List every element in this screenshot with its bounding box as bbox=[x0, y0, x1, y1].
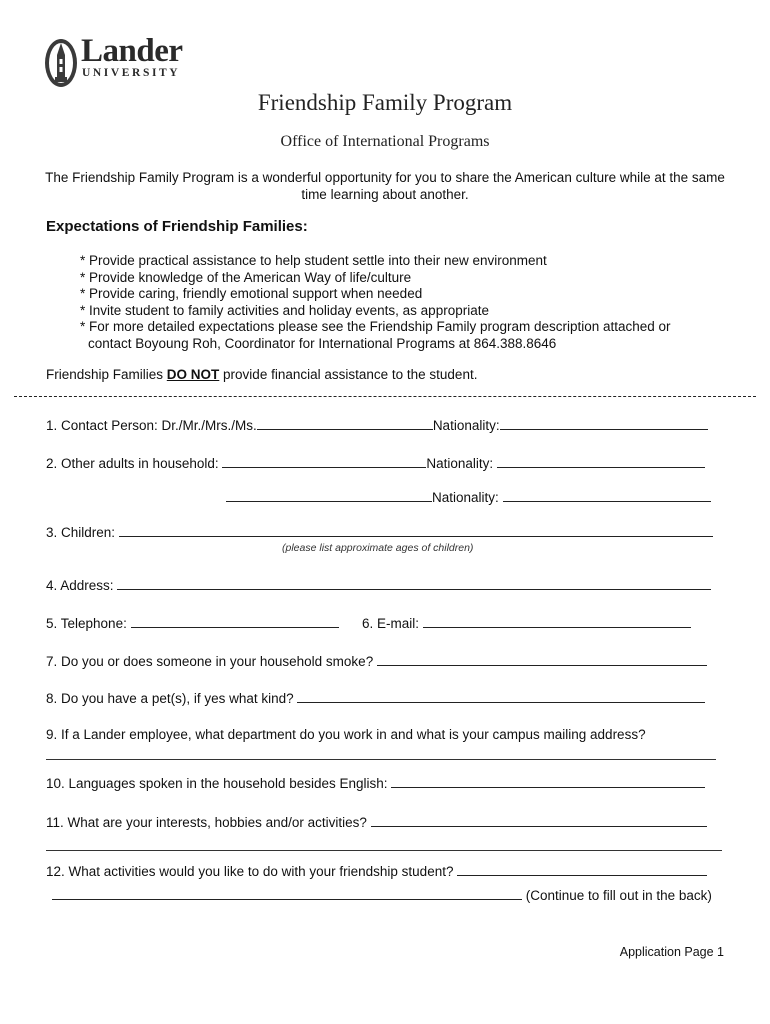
q5-label: 5. Telephone: bbox=[46, 616, 127, 631]
expectation-item: * Provide caring, friendly emotional support when needed bbox=[80, 286, 423, 301]
logo-name: Lander bbox=[81, 33, 183, 69]
q4-label: 4. Address: bbox=[46, 578, 114, 593]
page-footer: Application Page 1 bbox=[619, 945, 724, 959]
notice-emphasis: DO NOT bbox=[166, 367, 220, 382]
interests-field[interactable] bbox=[371, 813, 707, 827]
question-12 bbox=[46, 862, 707, 879]
address-field[interactable] bbox=[117, 576, 711, 590]
q11-label: 11. What are your interests, hobbies and/or activities? bbox=[46, 815, 367, 830]
question-12-continued bbox=[52, 886, 712, 903]
contact-person-field[interactable] bbox=[257, 416, 433, 430]
question-2 bbox=[46, 454, 705, 471]
nationality-label: Nationality: bbox=[426, 456, 494, 471]
notice-after: provide financial assistance to the student. bbox=[219, 367, 478, 382]
page-subtitle: Office of International Programs bbox=[280, 133, 490, 150]
lander-university-logo bbox=[44, 33, 183, 91]
tower-emblem-icon bbox=[44, 33, 78, 89]
continue-note: (Continue to fill out in the back) bbox=[525, 888, 712, 903]
notice-before: Friendship Families bbox=[46, 367, 167, 382]
question-3 bbox=[46, 523, 713, 540]
expectations-heading: Expectations of Friendship Families: bbox=[46, 218, 308, 235]
expectation-item: * For more detailed expectations please see the Friendship Family program description attached or bbox=[80, 319, 671, 334]
expectation-item: contact Boyoung Roh, Coordinator for International Programs at 864.388.8646 bbox=[88, 335, 557, 351]
children-hint: (please list approximate ages of children) bbox=[282, 542, 474, 554]
email-field[interactable] bbox=[423, 614, 691, 628]
q6-label: 6. E-mail: bbox=[362, 616, 420, 631]
activities-field-line-2[interactable] bbox=[52, 886, 522, 900]
q1-label: 1. Contact Person: Dr./Mr./Mrs./Ms. bbox=[46, 418, 257, 433]
q12-label: 12. What activities would you like to do with your friendship student? bbox=[46, 864, 454, 879]
page-title: Friendship Family Program bbox=[257, 90, 513, 115]
smoke-field[interactable] bbox=[377, 652, 707, 666]
logo-subname: UNIVERSITY bbox=[82, 67, 181, 79]
nationality-label: Nationality: bbox=[432, 490, 499, 505]
other-adult-2-nationality-field[interactable] bbox=[503, 488, 711, 502]
intro-paragraph: The Friendship Family Program is a wonderful opportunity for you to share the American culture while at the same time learning about another. bbox=[45, 170, 725, 202]
languages-field[interactable] bbox=[391, 774, 705, 788]
question-10 bbox=[46, 774, 705, 791]
question-4 bbox=[46, 576, 711, 593]
other-adult-2-field[interactable] bbox=[226, 488, 432, 502]
question-8 bbox=[46, 689, 705, 706]
financial-notice bbox=[46, 367, 477, 382]
question-5 bbox=[46, 614, 339, 631]
q10-label: 10. Languages spoken in the household besides English: bbox=[46, 776, 388, 791]
expectation-item: * Provide practical assistance to help student settle into their new environment bbox=[80, 253, 547, 268]
children-field[interactable] bbox=[119, 523, 713, 537]
nationality-label: Nationality: bbox=[432, 418, 500, 433]
question-7 bbox=[46, 652, 707, 669]
question-1 bbox=[46, 416, 708, 433]
q2-label: 2. Other adults in household: bbox=[46, 456, 219, 471]
expectations-list bbox=[80, 253, 671, 352]
q3-label: 3. Children: bbox=[46, 525, 116, 540]
other-adult-1-nationality-field[interactable] bbox=[497, 454, 705, 468]
dashed-divider bbox=[14, 396, 756, 397]
interests-field-line-2[interactable] bbox=[46, 850, 722, 851]
question-6 bbox=[362, 614, 691, 631]
expectation-item: * Provide knowledge of the American Way of life/culture bbox=[80, 269, 412, 285]
telephone-field[interactable] bbox=[131, 614, 339, 628]
question-9: 9. If a Lander employee, what department do you work in and what is your campus mailing address? bbox=[46, 727, 646, 742]
question-2-extra-row bbox=[226, 488, 711, 505]
other-adult-1-field[interactable] bbox=[222, 454, 426, 468]
contact-nationality-field[interactable] bbox=[500, 416, 708, 430]
q8-label: 8. Do you have a pet(s), if yes what kind? bbox=[46, 691, 294, 706]
department-address-field[interactable] bbox=[46, 759, 716, 760]
expectation-item: * Invite student to family activities and holiday events, as appropriate bbox=[80, 302, 489, 318]
question-11 bbox=[46, 813, 707, 830]
activities-field[interactable] bbox=[457, 862, 707, 876]
pets-field[interactable] bbox=[297, 689, 705, 703]
q7-label: 7. Do you or does someone in your household smoke? bbox=[46, 654, 374, 669]
